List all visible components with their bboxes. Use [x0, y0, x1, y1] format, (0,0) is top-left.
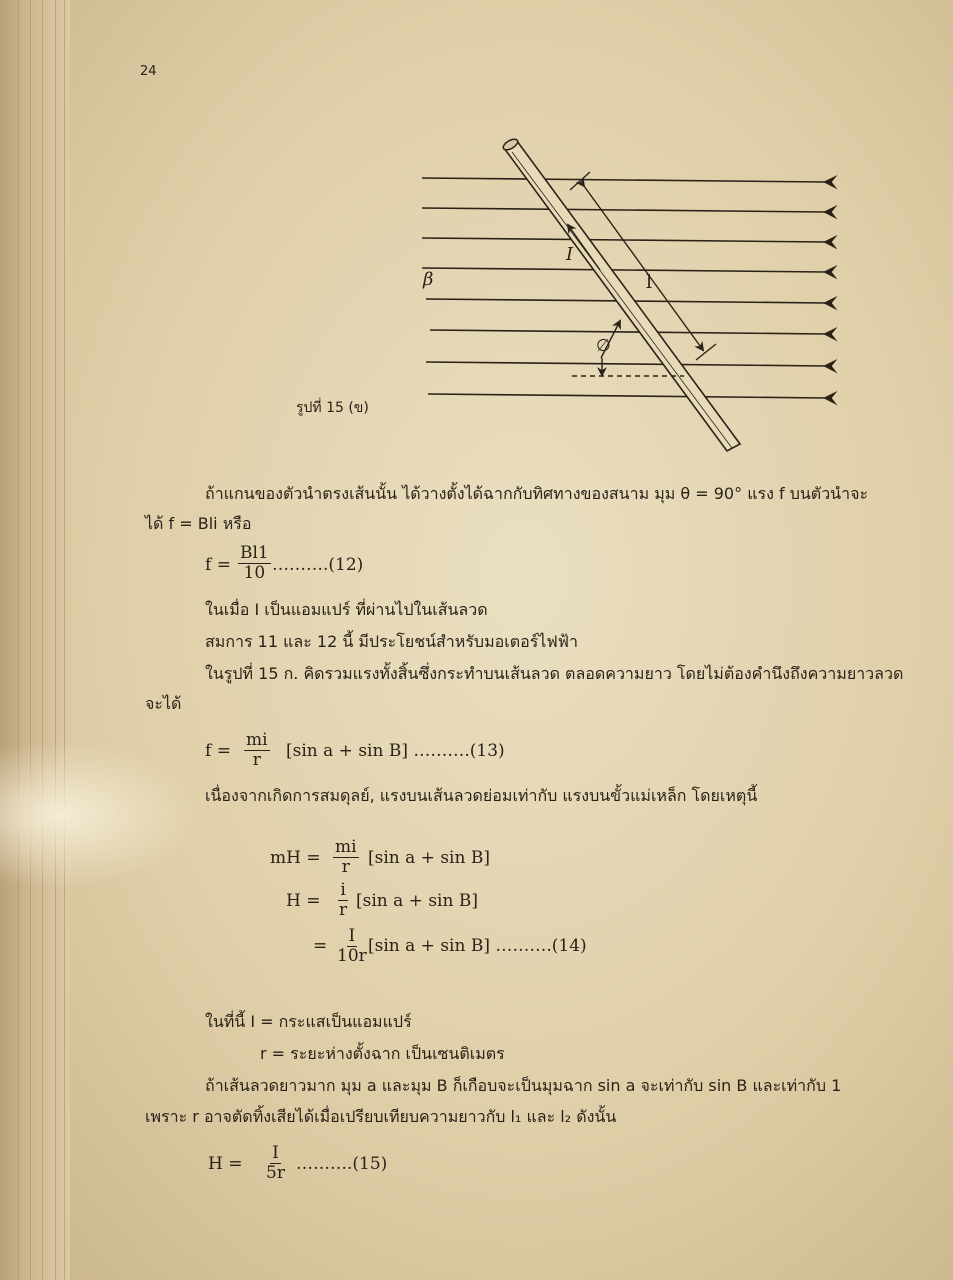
eq13-body: [sin a + sin B] ……….(13)	[286, 741, 505, 761]
eq14-row2-numerator: i	[340, 880, 346, 900]
label-length-l: l	[646, 271, 653, 293]
figure-conductor-in-field	[0, 0, 953, 470]
eq12-lhs: f =	[205, 555, 231, 575]
eq14-row2-body: [sin a + sin B]	[356, 891, 478, 911]
eq14-row1-numerator: mi	[335, 837, 357, 857]
figure-caption: รูปที่ 15 (ข)	[296, 400, 369, 416]
field-line	[422, 178, 826, 182]
paragraph-2-line-3: ในรูปที่ 15 ก. คิดรวมแรงทั้งสิ้นซึ่งกระทำบนเส้นลวด ตลอดความยาว โดยไม่ต้องคำนึงถึงความยาวลวด	[205, 664, 904, 683]
field-line	[430, 330, 826, 334]
eq13-fraction	[244, 731, 270, 770]
field-line	[422, 208, 826, 212]
eq15-fraction	[264, 1144, 287, 1183]
eq12-denominator: 10	[243, 563, 266, 583]
paragraph-2-line-2: สมการ 11 และ 12 นี้ มีประโยชน์สำหรับมอเตอร์ไฟฟ้า	[205, 632, 578, 651]
eq13-numerator: mi	[246, 730, 268, 750]
page-stain	[0, 740, 200, 890]
label-current-I: I	[566, 244, 574, 265]
paragraph-2-line-4: จะได้	[145, 694, 182, 713]
paragraph-4-line-2: เพราะ r อาจตัดทิ้งเสียได้เมื่อเปรียบเทียบความยาวกับ l₁ และ l₂ ดังนั้น	[145, 1107, 617, 1126]
paragraph-4-line-1: ถ้าเส้นลวดยาวมาก มุม a และมุม B ก็เกือบจะเป็นมุมฉาก sin a จะเท่ากับ sin B และเท่ากับ 1	[205, 1076, 842, 1095]
definition-r: r = ระยะห่างตั้งฉาก เป็นเซนติเมตร	[260, 1044, 505, 1063]
paragraph-1-line-2: ได้ f = Bli หรือ	[145, 514, 252, 533]
eq12-fraction	[238, 544, 271, 583]
label-phi: ∅	[596, 336, 611, 356]
eq14-row2-fraction	[337, 881, 349, 920]
field-line	[428, 394, 826, 398]
eq14-row3-denominator: 10r	[337, 946, 367, 966]
eq14-row1-denominator: r	[341, 857, 350, 877]
eq12-number: ……….(12)	[272, 555, 364, 575]
field-line	[422, 268, 826, 272]
definition-I: ในที่นี้ I = กระแสเป็นแอมแปร์	[205, 1012, 412, 1031]
conductor-rod	[502, 137, 740, 451]
eq14-row1-fraction	[333, 838, 359, 877]
eq15-numerator: I	[272, 1143, 279, 1163]
eq15-lhs: H =	[208, 1154, 243, 1174]
eq15-denominator: 5r	[266, 1163, 285, 1183]
label-beta: β	[423, 269, 434, 290]
eq13-lhs: f =	[205, 741, 231, 761]
eq14-row2-lhs: H =	[286, 891, 321, 911]
eq15-number: ……….(15)	[296, 1154, 388, 1174]
eq14-row3-body: [sin a + sin B] ……….(14)	[368, 936, 587, 956]
paragraph-2-line-1: ในเมื่อ I เป็นแอมแปร์ ที่ผ่านไปในเส้นลวด	[205, 600, 488, 619]
eq14-row1-body: [sin a + sin B]	[368, 848, 490, 868]
page-number: 24	[140, 64, 157, 79]
eq14-row2-denominator: r	[339, 900, 348, 920]
paragraph-1-line-1: ถ้าแกนของตัวนำตรงเส้นนั้น ได้วางตั้งได้ฉากกับทิศทางของสนาม มุม θ = 90° แรง f บนตัวนำจะ	[205, 484, 869, 503]
eq12-numerator: Bl1	[240, 543, 269, 563]
eq14-row3-numerator: I	[348, 926, 356, 946]
eq14-row3-lhs: =	[313, 936, 328, 956]
eq14-row1-lhs: mH =	[270, 848, 321, 868]
paragraph-3-line-1: เนื่องจากเกิดการสมดุลย์, แรงบนเส้นลวดย่อมเท่ากับ แรงบนขั้วแม่เหล็ก โดยเหตุนี้	[205, 786, 758, 805]
eq14-row3-fraction	[335, 927, 369, 966]
eq13-denominator: r	[252, 750, 261, 770]
field-line	[426, 362, 826, 366]
